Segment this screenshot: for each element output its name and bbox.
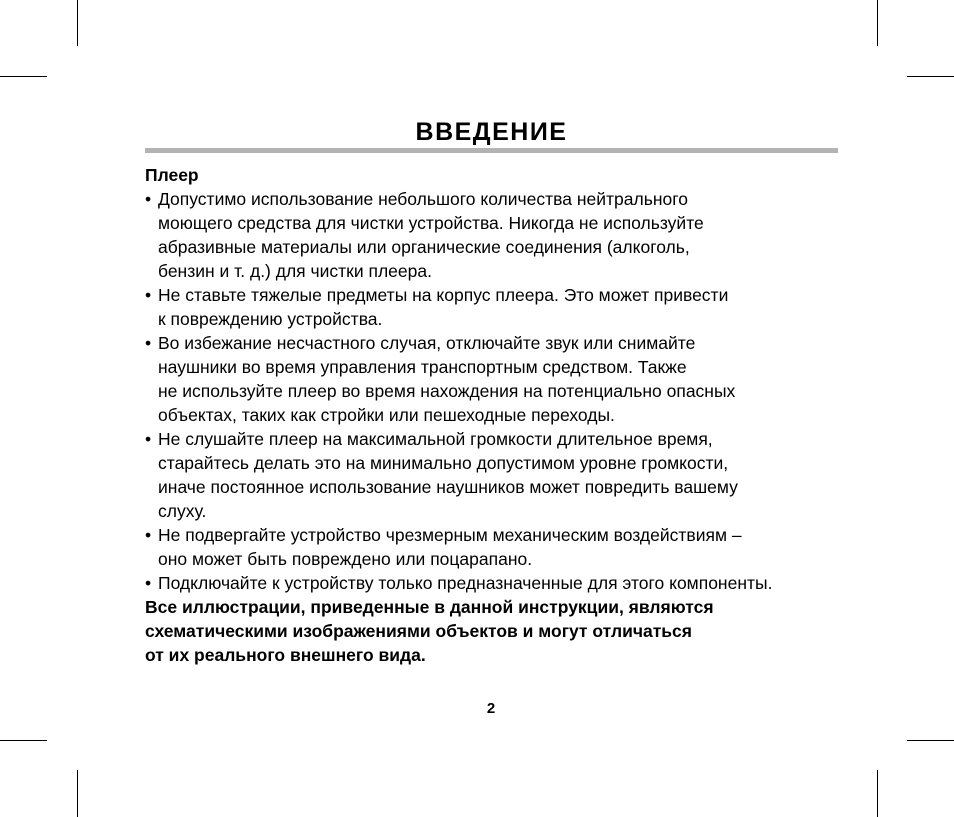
bullet-line: абразивные материалы или органические соединения (алкоголь, <box>158 237 690 257</box>
bullet-item <box>145 427 845 523</box>
bullet-line: Допустимо использование небольшого количества нейтрального <box>158 189 688 209</box>
bullet-line: старайтесь делать это на минимально допустимом уровне громкости, <box>158 453 729 473</box>
bullet-dot: • <box>145 189 152 209</box>
page-title: ВВЕДЕНИЕ <box>415 118 568 146</box>
crop-mark-bottom-left-horizontal <box>0 740 47 741</box>
bullet-dot: • <box>145 333 152 353</box>
bullet-line: Во избежание несчастного случая, отключайте звук или снимайте <box>158 333 696 353</box>
bullet-item <box>145 331 845 427</box>
bullet-line: Не слушайте плеер на максимальной громкости длительное время, <box>158 429 713 449</box>
bullet-dot: • <box>145 573 152 593</box>
illustration-notice <box>145 595 714 667</box>
bullet-dot: • <box>145 525 152 545</box>
bullet-line: иначе постоянное использование наушников может повредить вашему <box>158 477 738 497</box>
notice-line: от их реального внешнего вида. <box>145 645 426 665</box>
title-underline-rule <box>145 148 838 153</box>
crop-mark-top-right-vertical <box>877 0 878 46</box>
bullet-line: Не ставьте тяжелые предметы на корпус плеера. Это может привести <box>158 285 729 305</box>
crop-mark-top-right-horizontal <box>907 76 954 77</box>
crop-mark-top-left-horizontal <box>0 76 47 77</box>
notice-line: схематическими изображениями объектов и могут отличаться <box>145 621 693 641</box>
crop-mark-bottom-right-horizontal <box>907 740 954 741</box>
bullet-line: наушники во время управления транспортным средством. Также <box>158 357 687 377</box>
bullet-dot: • <box>145 285 152 305</box>
bullet-line: бензин и т. д.) для чистки плеера. <box>158 261 432 281</box>
crop-mark-bottom-left-vertical <box>77 770 78 817</box>
bullet-item <box>145 283 845 331</box>
notice-line: Все иллюстрации, приведенные в данной инструкции, являются <box>145 597 714 617</box>
bullet-list <box>145 187 845 595</box>
bullet-line: к повреждению устройства. <box>158 309 383 329</box>
bullet-line: моющего средства для чистки устройства. Никогда не используйте <box>158 213 704 233</box>
bullet-line: объектах, таких как стройки или пешеходные переходы. <box>158 405 615 425</box>
crop-mark-top-left-vertical <box>77 0 78 46</box>
bullet-item <box>145 523 845 571</box>
section-heading: Плеер <box>145 165 199 185</box>
bullet-line: Не подвергайте устройство чрезмерным механическим воздействиям – <box>158 525 742 545</box>
bullet-line: оно может быть повреждено или поцарапано. <box>158 549 533 569</box>
bullet-line: Подключайте к устройству только предназначенные для этого компоненты. <box>158 573 773 593</box>
page-number: 2 <box>486 700 496 717</box>
bullet-item <box>145 571 845 595</box>
crop-mark-bottom-right-vertical <box>877 770 878 817</box>
bullet-item <box>145 187 845 283</box>
bullet-line: слуху. <box>158 501 207 521</box>
bullet-line: не используйте плеер во время нахождения на потенциально опасных <box>158 381 736 401</box>
bullet-dot: • <box>145 429 152 449</box>
